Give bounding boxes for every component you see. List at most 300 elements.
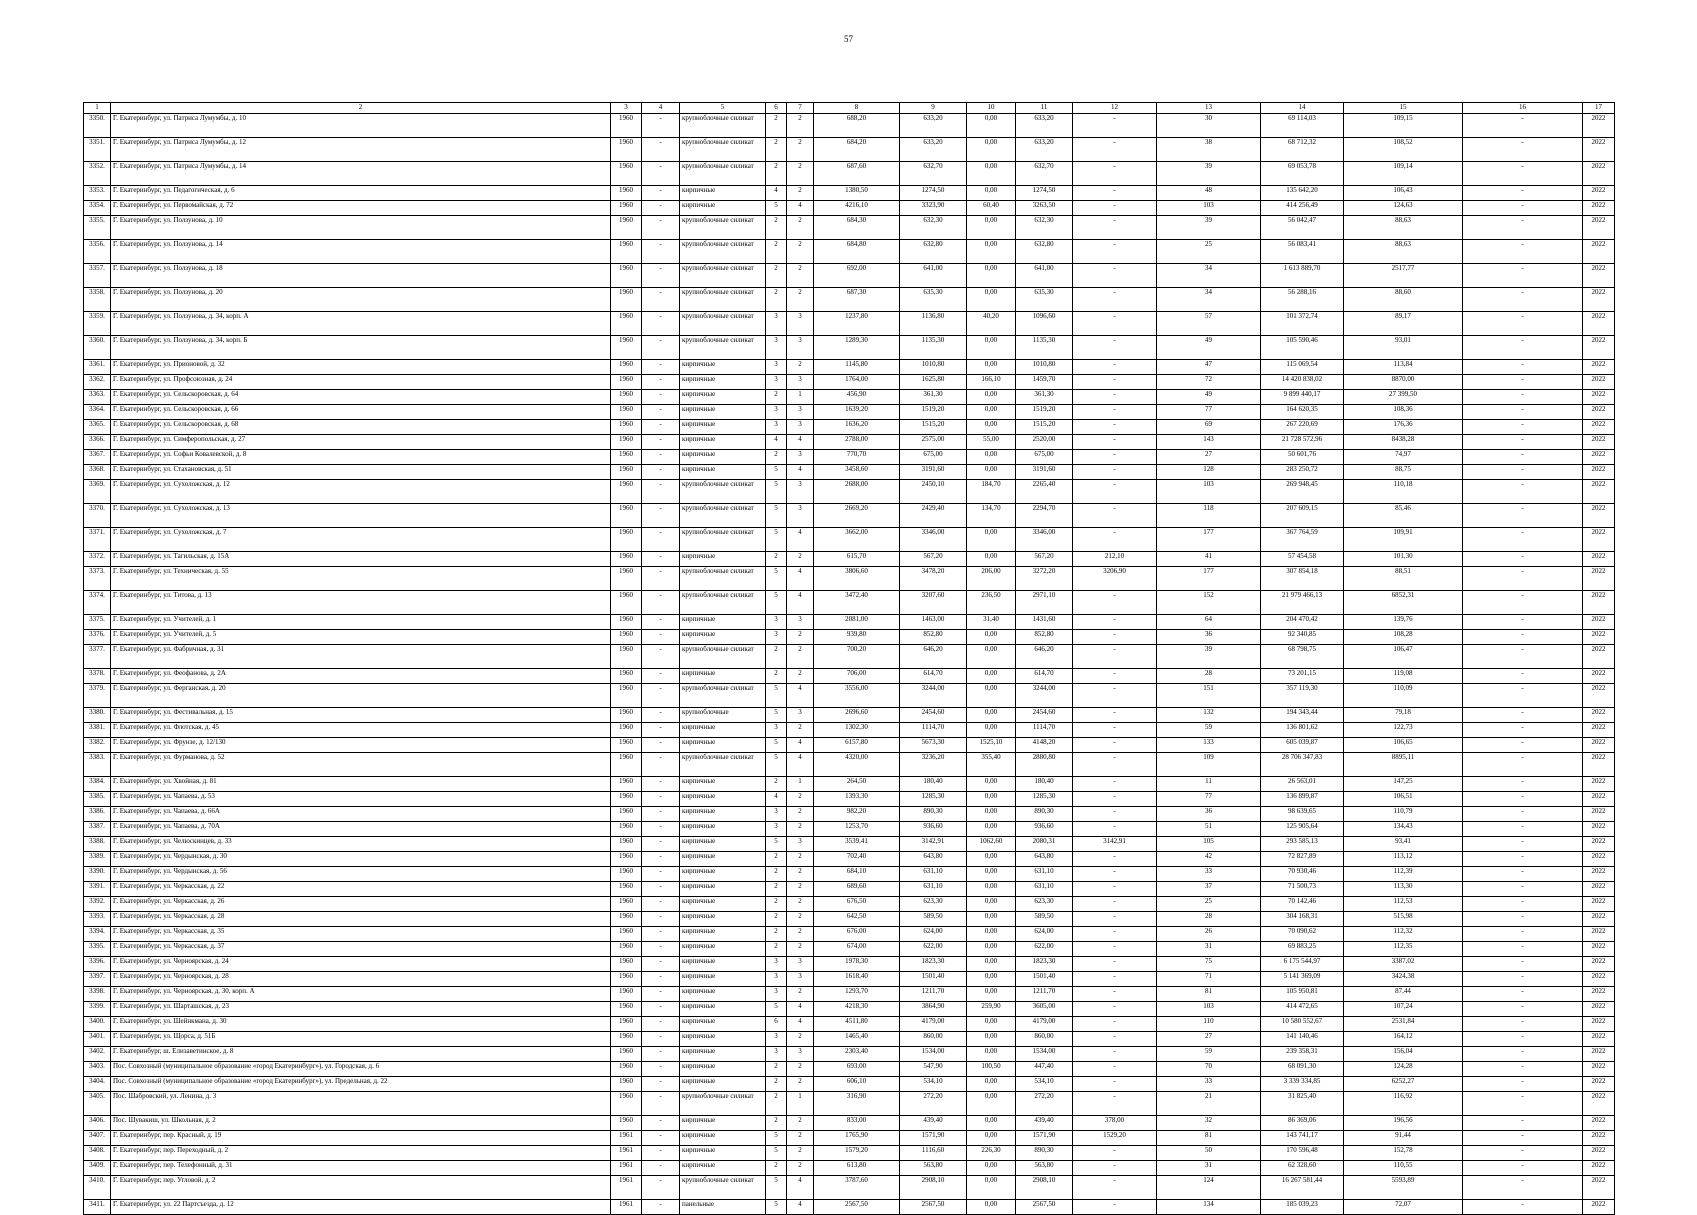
col4-cell: - bbox=[642, 162, 680, 186]
address-cell: Г. Екатеринбург, ул. Чердынская, д. 56 bbox=[111, 867, 611, 882]
col4-cell: - bbox=[642, 684, 680, 708]
col13-cell: 177 bbox=[1157, 528, 1261, 552]
col11-cell: 632,30 bbox=[1016, 216, 1073, 240]
material-cell: кирпичные bbox=[680, 738, 766, 753]
address-cell: Г. Екатеринбург, ул. Шарташская, д. 23 bbox=[111, 1002, 611, 1017]
year-planned-cell: 2022 bbox=[1583, 882, 1615, 897]
col14-cell: 86 369,06 bbox=[1261, 1116, 1344, 1131]
col15-cell: 106,43 bbox=[1344, 186, 1463, 201]
col4-cell: - bbox=[642, 1032, 680, 1047]
col10-cell: 0,00 bbox=[967, 1047, 1016, 1062]
col16-cell: - bbox=[1463, 114, 1583, 138]
col11-cell: 3191,60 bbox=[1016, 465, 1073, 480]
row-number: 3357. bbox=[84, 264, 111, 288]
column-number: 3 bbox=[611, 103, 642, 114]
year-planned-cell: 2022 bbox=[1583, 360, 1615, 375]
col15-cell: 139,76 bbox=[1344, 615, 1463, 630]
col9-cell: 1823,30 bbox=[900, 957, 967, 972]
year-planned-cell: 2022 bbox=[1583, 987, 1615, 1002]
col12-cell: - bbox=[1073, 591, 1157, 615]
col8-cell: 1618,40 bbox=[814, 972, 900, 987]
year-planned-cell: 2022 bbox=[1583, 264, 1615, 288]
row-number: 3355. bbox=[84, 216, 111, 240]
col10-cell: 355,40 bbox=[967, 753, 1016, 777]
col8-cell: 684,10 bbox=[814, 867, 900, 882]
col14-cell: 71 500,73 bbox=[1261, 882, 1344, 897]
col11-cell: 2080,31 bbox=[1016, 837, 1073, 852]
col9-cell: 439,40 bbox=[900, 1116, 967, 1131]
year-planned-cell: 2022 bbox=[1583, 312, 1615, 336]
entrances-cell: 2 bbox=[787, 1077, 814, 1092]
material-cell: крупноблочные силикат bbox=[680, 240, 766, 264]
col13-cell: 103 bbox=[1157, 480, 1261, 504]
col4-cell: - bbox=[642, 792, 680, 807]
col16-cell: - bbox=[1463, 882, 1583, 897]
col16-cell: - bbox=[1463, 504, 1583, 528]
col11-cell: 632,70 bbox=[1016, 162, 1073, 186]
col10-cell: 0,00 bbox=[967, 777, 1016, 792]
year-planned-cell: 2022 bbox=[1583, 114, 1615, 138]
col8-cell: 3806,60 bbox=[814, 567, 900, 591]
year-planned-cell: 2022 bbox=[1583, 288, 1615, 312]
col14-cell: 26 563,01 bbox=[1261, 777, 1344, 792]
col8-cell: 1636,20 bbox=[814, 420, 900, 435]
col14-cell: 72 827,89 bbox=[1261, 852, 1344, 867]
col12-cell: 212,10 bbox=[1073, 552, 1157, 567]
material-cell: кирпичные bbox=[680, 552, 766, 567]
col9-cell: 860,00 bbox=[900, 1032, 967, 1047]
col13-cell: 105 bbox=[1157, 837, 1261, 852]
row-number: 3406. bbox=[84, 1116, 111, 1131]
col16-cell: - bbox=[1463, 336, 1583, 360]
year-planned-cell: 2022 bbox=[1583, 1092, 1615, 1116]
col16-cell: - bbox=[1463, 591, 1583, 615]
col10-cell: 55,00 bbox=[967, 435, 1016, 450]
material-cell: кирпичные bbox=[680, 1077, 766, 1092]
col4-cell: - bbox=[642, 405, 680, 420]
entrances-cell: 3 bbox=[787, 708, 814, 723]
col16-cell: - bbox=[1463, 927, 1583, 942]
address-cell: Г. Екатеринбург, ул. Патриса Лумумбы, д. 10 bbox=[111, 114, 611, 138]
col9-cell: 1211,70 bbox=[900, 987, 967, 1002]
floors-cell: 2 bbox=[766, 288, 787, 312]
col15-cell: 107,24 bbox=[1344, 1002, 1463, 1017]
row-number: 3375. bbox=[84, 615, 111, 630]
floors-cell: 3 bbox=[766, 1047, 787, 1062]
col13-cell: 27 bbox=[1157, 1032, 1261, 1047]
col11-cell: 1114,70 bbox=[1016, 723, 1073, 738]
col11-cell: 1501,40 bbox=[1016, 972, 1073, 987]
col10-cell: 31,40 bbox=[967, 615, 1016, 630]
col13-cell: 177 bbox=[1157, 567, 1261, 591]
column-number: 11 bbox=[1016, 103, 1073, 114]
address-cell: Пос. Шабровский, ул. Ленина, д. 3 bbox=[111, 1092, 611, 1116]
year-planned-cell: 2022 bbox=[1583, 186, 1615, 201]
col14-cell: 56 288,16 bbox=[1261, 288, 1344, 312]
address-cell: Г. Екатеринбург, ул. Черноярская, д. 30, корп. А bbox=[111, 987, 611, 1002]
floors-cell: 2 bbox=[766, 240, 787, 264]
col12-cell: - bbox=[1073, 138, 1157, 162]
col11-cell: 2880,80 bbox=[1016, 753, 1073, 777]
col12-cell: - bbox=[1073, 1092, 1157, 1116]
col13-cell: 32 bbox=[1157, 1116, 1261, 1131]
col8-cell: 2303,40 bbox=[814, 1047, 900, 1062]
row-number: 3378. bbox=[84, 669, 111, 684]
year-planned-cell: 2022 bbox=[1583, 435, 1615, 450]
col9-cell: 646,20 bbox=[900, 645, 967, 669]
col16-cell: - bbox=[1463, 852, 1583, 867]
address-cell: Г. Екатеринбург, ул. Ползунова, д. 10 bbox=[111, 216, 611, 240]
col13-cell: 48 bbox=[1157, 186, 1261, 201]
col16-cell: - bbox=[1463, 645, 1583, 669]
col4-cell: - bbox=[642, 186, 680, 201]
col13-cell: 49 bbox=[1157, 336, 1261, 360]
col9-cell: 622,00 bbox=[900, 942, 967, 957]
year-planned-cell: 2022 bbox=[1583, 630, 1615, 645]
year-cell: 1960 bbox=[611, 420, 642, 435]
col8-cell: 687,30 bbox=[814, 288, 900, 312]
col10-cell: 0,00 bbox=[967, 897, 1016, 912]
col15-cell: 164,12 bbox=[1344, 1032, 1463, 1047]
col14-cell: 69 053,78 bbox=[1261, 162, 1344, 186]
entrances-cell: 2 bbox=[787, 186, 814, 201]
table-row bbox=[84, 753, 1615, 777]
col9-cell: 852,80 bbox=[900, 630, 967, 645]
col16-cell: - bbox=[1463, 867, 1583, 882]
row-number: 3379. bbox=[84, 684, 111, 708]
col11-cell: 2567,50 bbox=[1016, 1200, 1073, 1215]
col11-cell: 675,00 bbox=[1016, 450, 1073, 465]
table-row bbox=[84, 1146, 1615, 1161]
address-cell: Г. Екатеринбург, ул. Черкасская, д. 35 bbox=[111, 927, 611, 942]
table-row bbox=[84, 897, 1615, 912]
year-cell: 1960 bbox=[611, 837, 642, 852]
col8-cell: 264,50 bbox=[814, 777, 900, 792]
col16-cell: - bbox=[1463, 375, 1583, 390]
year-planned-cell: 2022 bbox=[1583, 504, 1615, 528]
col8-cell: 702,40 bbox=[814, 852, 900, 867]
material-cell: крупноблочные силикат bbox=[680, 480, 766, 504]
material-cell: крупноблочные силикат bbox=[680, 591, 766, 615]
table-row bbox=[84, 264, 1615, 288]
column-number: 5 bbox=[680, 103, 766, 114]
col14-cell: 57 454,58 bbox=[1261, 552, 1344, 567]
floors-cell: 3 bbox=[766, 807, 787, 822]
col15-cell: 106,47 bbox=[1344, 645, 1463, 669]
table-row bbox=[84, 480, 1615, 504]
row-number: 3362. bbox=[84, 375, 111, 390]
material-cell: кирпичные bbox=[680, 837, 766, 852]
floors-cell: 5 bbox=[766, 480, 787, 504]
material-cell: кирпичные bbox=[680, 912, 766, 927]
year-planned-cell: 2022 bbox=[1583, 867, 1615, 882]
col9-cell: 2429,40 bbox=[900, 504, 967, 528]
table-row bbox=[84, 138, 1615, 162]
col10-cell: 0,00 bbox=[967, 669, 1016, 684]
year-planned-cell: 2022 bbox=[1583, 738, 1615, 753]
col10-cell: 0,00 bbox=[967, 723, 1016, 738]
col10-cell: 226,30 bbox=[967, 1146, 1016, 1161]
col4-cell: - bbox=[642, 504, 680, 528]
col9-cell: 1010,80 bbox=[900, 360, 967, 375]
material-cell: кирпичные bbox=[680, 1161, 766, 1176]
entrances-cell: 2 bbox=[787, 669, 814, 684]
entrances-cell: 3 bbox=[787, 1047, 814, 1062]
col9-cell: 272,20 bbox=[900, 1092, 967, 1116]
table-row bbox=[84, 882, 1615, 897]
col11-cell: 1534,00 bbox=[1016, 1047, 1073, 1062]
col16-cell: - bbox=[1463, 528, 1583, 552]
year-planned-cell: 2022 bbox=[1583, 708, 1615, 723]
col11-cell: 1135,30 bbox=[1016, 336, 1073, 360]
year-cell: 1960 bbox=[611, 987, 642, 1002]
year-planned-cell: 2022 bbox=[1583, 138, 1615, 162]
col15-cell: 156,04 bbox=[1344, 1047, 1463, 1062]
col9-cell: 180,40 bbox=[900, 777, 967, 792]
col12-cell: - bbox=[1073, 867, 1157, 882]
col8-cell: 770,70 bbox=[814, 450, 900, 465]
table-row bbox=[84, 912, 1615, 927]
table-row bbox=[84, 837, 1615, 852]
col8-cell: 982,20 bbox=[814, 807, 900, 822]
col8-cell: 3662,00 bbox=[814, 528, 900, 552]
material-cell: кирпичные bbox=[680, 972, 766, 987]
col13-cell: 25 bbox=[1157, 897, 1261, 912]
floors-cell: 5 bbox=[766, 567, 787, 591]
col13-cell: 103 bbox=[1157, 1002, 1261, 1017]
col4-cell: - bbox=[642, 264, 680, 288]
col16-cell: - bbox=[1463, 1200, 1583, 1215]
entrances-cell: 2 bbox=[787, 927, 814, 942]
year-cell: 1961 bbox=[611, 1176, 642, 1200]
col13-cell: 39 bbox=[1157, 216, 1261, 240]
entrances-cell: 3 bbox=[787, 504, 814, 528]
entrances-cell: 2 bbox=[787, 1116, 814, 1131]
year-cell: 1960 bbox=[611, 1017, 642, 1032]
table-row bbox=[84, 420, 1615, 435]
address-cell: Г. Екатеринбург, ул. Стахановская, д. 51 bbox=[111, 465, 611, 480]
col9-cell: 534,10 bbox=[900, 1077, 967, 1092]
material-cell: крупноблочные силикат bbox=[680, 1092, 766, 1116]
col9-cell: 1625,80 bbox=[900, 375, 967, 390]
table-row bbox=[84, 1116, 1615, 1131]
col10-cell: 0,00 bbox=[967, 912, 1016, 927]
floors-cell: 2 bbox=[766, 450, 787, 465]
column-number: 1 bbox=[84, 103, 111, 114]
material-cell: кирпичные bbox=[680, 807, 766, 822]
entrances-cell: 4 bbox=[787, 1176, 814, 1200]
col13-cell: 110 bbox=[1157, 1017, 1261, 1032]
table-row bbox=[84, 987, 1615, 1002]
col11-cell: 447,40 bbox=[1016, 1062, 1073, 1077]
year-planned-cell: 2022 bbox=[1583, 552, 1615, 567]
col8-cell: 3556,00 bbox=[814, 684, 900, 708]
col11-cell: 646,20 bbox=[1016, 645, 1073, 669]
col16-cell: - bbox=[1463, 480, 1583, 504]
col9-cell: 589,50 bbox=[900, 912, 967, 927]
col9-cell: 361,30 bbox=[900, 390, 967, 405]
year-cell: 1960 bbox=[611, 138, 642, 162]
col13-cell: 75 bbox=[1157, 957, 1261, 972]
year-cell: 1960 bbox=[611, 528, 642, 552]
col11-cell: 1285,30 bbox=[1016, 792, 1073, 807]
entrances-cell: 1 bbox=[787, 390, 814, 405]
col13-cell: 124 bbox=[1157, 1176, 1261, 1200]
entrances-cell: 4 bbox=[787, 738, 814, 753]
col11-cell: 567,20 bbox=[1016, 552, 1073, 567]
entrances-cell: 4 bbox=[787, 1200, 814, 1215]
material-cell: кирпичные bbox=[680, 1131, 766, 1146]
col10-cell: 0,00 bbox=[967, 1200, 1016, 1215]
col15-cell: 2531,84 bbox=[1344, 1017, 1463, 1032]
col4-cell: - bbox=[642, 1176, 680, 1200]
col16-cell: - bbox=[1463, 1146, 1583, 1161]
address-cell: Г. Екатеринбург, ул. Профсоюзная, д. 24 bbox=[111, 375, 611, 390]
col10-cell: 40,20 bbox=[967, 312, 1016, 336]
entrances-cell: 2 bbox=[787, 1062, 814, 1077]
row-number: 3386. bbox=[84, 807, 111, 822]
entrances-cell: 4 bbox=[787, 201, 814, 216]
col15-cell: 88,63 bbox=[1344, 240, 1463, 264]
col8-cell: 3458,60 bbox=[814, 465, 900, 480]
row-number: 3382. bbox=[84, 738, 111, 753]
column-number: 14 bbox=[1261, 103, 1344, 114]
col16-cell: - bbox=[1463, 630, 1583, 645]
col10-cell: 0,00 bbox=[967, 162, 1016, 186]
col8-cell: 1237,80 bbox=[814, 312, 900, 336]
year-planned-cell: 2022 bbox=[1583, 723, 1615, 738]
table-row bbox=[84, 669, 1615, 684]
col4-cell: - bbox=[642, 738, 680, 753]
col8-cell: 3472,40 bbox=[814, 591, 900, 615]
col14-cell: 283 250,72 bbox=[1261, 465, 1344, 480]
col12-cell: - bbox=[1073, 360, 1157, 375]
col14-cell: 207 609,15 bbox=[1261, 504, 1344, 528]
col15-cell: 85,46 bbox=[1344, 504, 1463, 528]
col10-cell: 0,00 bbox=[967, 972, 1016, 987]
col10-cell: 0,00 bbox=[967, 450, 1016, 465]
year-planned-cell: 2022 bbox=[1583, 1002, 1615, 1017]
col12-cell: 1529,20 bbox=[1073, 1131, 1157, 1146]
col4-cell: - bbox=[642, 942, 680, 957]
col14-cell: 125 905,64 bbox=[1261, 822, 1344, 837]
col9-cell: 567,20 bbox=[900, 552, 967, 567]
floors-cell: 2 bbox=[766, 390, 787, 405]
col14-cell: 62 328,60 bbox=[1261, 1161, 1344, 1176]
floors-cell: 3 bbox=[766, 972, 787, 987]
row-number: 3404. bbox=[84, 1077, 111, 1092]
entrances-cell: 2 bbox=[787, 360, 814, 375]
col12-cell: - bbox=[1073, 987, 1157, 1002]
col12-cell: - bbox=[1073, 375, 1157, 390]
col15-cell: 110,18 bbox=[1344, 480, 1463, 504]
col8-cell: 684,80 bbox=[814, 240, 900, 264]
col13-cell: 34 bbox=[1157, 264, 1261, 288]
year-cell: 1960 bbox=[611, 753, 642, 777]
col16-cell: - bbox=[1463, 1047, 1583, 1062]
year-planned-cell: 2022 bbox=[1583, 162, 1615, 186]
row-number: 3408. bbox=[84, 1146, 111, 1161]
col4-cell: - bbox=[642, 420, 680, 435]
col10-cell: 0,00 bbox=[967, 645, 1016, 669]
col11-cell: 3272,20 bbox=[1016, 567, 1073, 591]
col15-cell: 88,63 bbox=[1344, 216, 1463, 240]
col10-cell: 0,00 bbox=[967, 552, 1016, 567]
col9-cell: 1135,30 bbox=[900, 336, 967, 360]
col9-cell: 1519,20 bbox=[900, 405, 967, 420]
col10-cell: 0,00 bbox=[967, 1176, 1016, 1200]
floors-cell: 3 bbox=[766, 822, 787, 837]
address-cell: Г. Екатеринбург, ул. Первомайская, д. 72 bbox=[111, 201, 611, 216]
col8-cell: 684,30 bbox=[814, 216, 900, 240]
year-cell: 1960 bbox=[611, 912, 642, 927]
col15-cell: 108,52 bbox=[1344, 138, 1463, 162]
col12-cell: - bbox=[1073, 450, 1157, 465]
col16-cell: - bbox=[1463, 1092, 1583, 1116]
col8-cell: 3539,41 bbox=[814, 837, 900, 852]
address-cell: Г. Екатеринбург, ул. Феофанова, д. 2А bbox=[111, 669, 611, 684]
col13-cell: 38 bbox=[1157, 138, 1261, 162]
col11-cell: 1010,80 bbox=[1016, 360, 1073, 375]
address-cell: Г. Екатеринбург, ул. Ползунова, д. 14 bbox=[111, 240, 611, 264]
table-row bbox=[84, 852, 1615, 867]
col4-cell: - bbox=[642, 1116, 680, 1131]
page-number: 57 bbox=[844, 34, 853, 44]
floors-cell: 3 bbox=[766, 405, 787, 420]
col15-cell: 110,09 bbox=[1344, 684, 1463, 708]
col12-cell: - bbox=[1073, 897, 1157, 912]
col8-cell: 700,20 bbox=[814, 645, 900, 669]
year-planned-cell: 2022 bbox=[1583, 942, 1615, 957]
col12-cell: - bbox=[1073, 738, 1157, 753]
entrances-cell: 3 bbox=[787, 312, 814, 336]
table-row bbox=[84, 1200, 1615, 1215]
floors-cell: 5 bbox=[766, 528, 787, 552]
col4-cell: - bbox=[642, 852, 680, 867]
entrances-cell: 2 bbox=[787, 288, 814, 312]
col12-cell: - bbox=[1073, 669, 1157, 684]
material-cell: кирпичные bbox=[680, 465, 766, 480]
floors-cell: 2 bbox=[766, 138, 787, 162]
col14-cell: 239 358,31 bbox=[1261, 1047, 1344, 1062]
col14-cell: 92 340,85 bbox=[1261, 630, 1344, 645]
col8-cell: 4216,10 bbox=[814, 201, 900, 216]
col16-cell: - bbox=[1463, 567, 1583, 591]
col12-cell: - bbox=[1073, 114, 1157, 138]
col8-cell: 687,60 bbox=[814, 162, 900, 186]
row-number: 3398. bbox=[84, 987, 111, 1002]
floors-cell: 3 bbox=[766, 1032, 787, 1047]
address-cell: Г. Екатеринбург, ул. Чапаева, д. 70А bbox=[111, 822, 611, 837]
column-number: 13 bbox=[1157, 103, 1261, 114]
col12-cell: - bbox=[1073, 435, 1157, 450]
row-number: 3394. bbox=[84, 927, 111, 942]
address-cell: Г. Екатеринбург, ул. Ферганская, д. 20 bbox=[111, 684, 611, 708]
col12-cell: - bbox=[1073, 288, 1157, 312]
col4-cell: - bbox=[642, 435, 680, 450]
col14-cell: 267 220,69 bbox=[1261, 420, 1344, 435]
year-planned-cell: 2022 bbox=[1583, 792, 1615, 807]
col12-cell: - bbox=[1073, 186, 1157, 201]
col9-cell: 4179,00 bbox=[900, 1017, 967, 1032]
col12-cell: - bbox=[1073, 420, 1157, 435]
floors-cell: 6 bbox=[766, 1017, 787, 1032]
col13-cell: 143 bbox=[1157, 435, 1261, 450]
address-cell: Г. Екатеринбург, ул. Фестивальная, д. 15 bbox=[111, 708, 611, 723]
material-cell: кирпичные bbox=[680, 987, 766, 1002]
col8-cell: 939,80 bbox=[814, 630, 900, 645]
row-number: 3392. bbox=[84, 897, 111, 912]
